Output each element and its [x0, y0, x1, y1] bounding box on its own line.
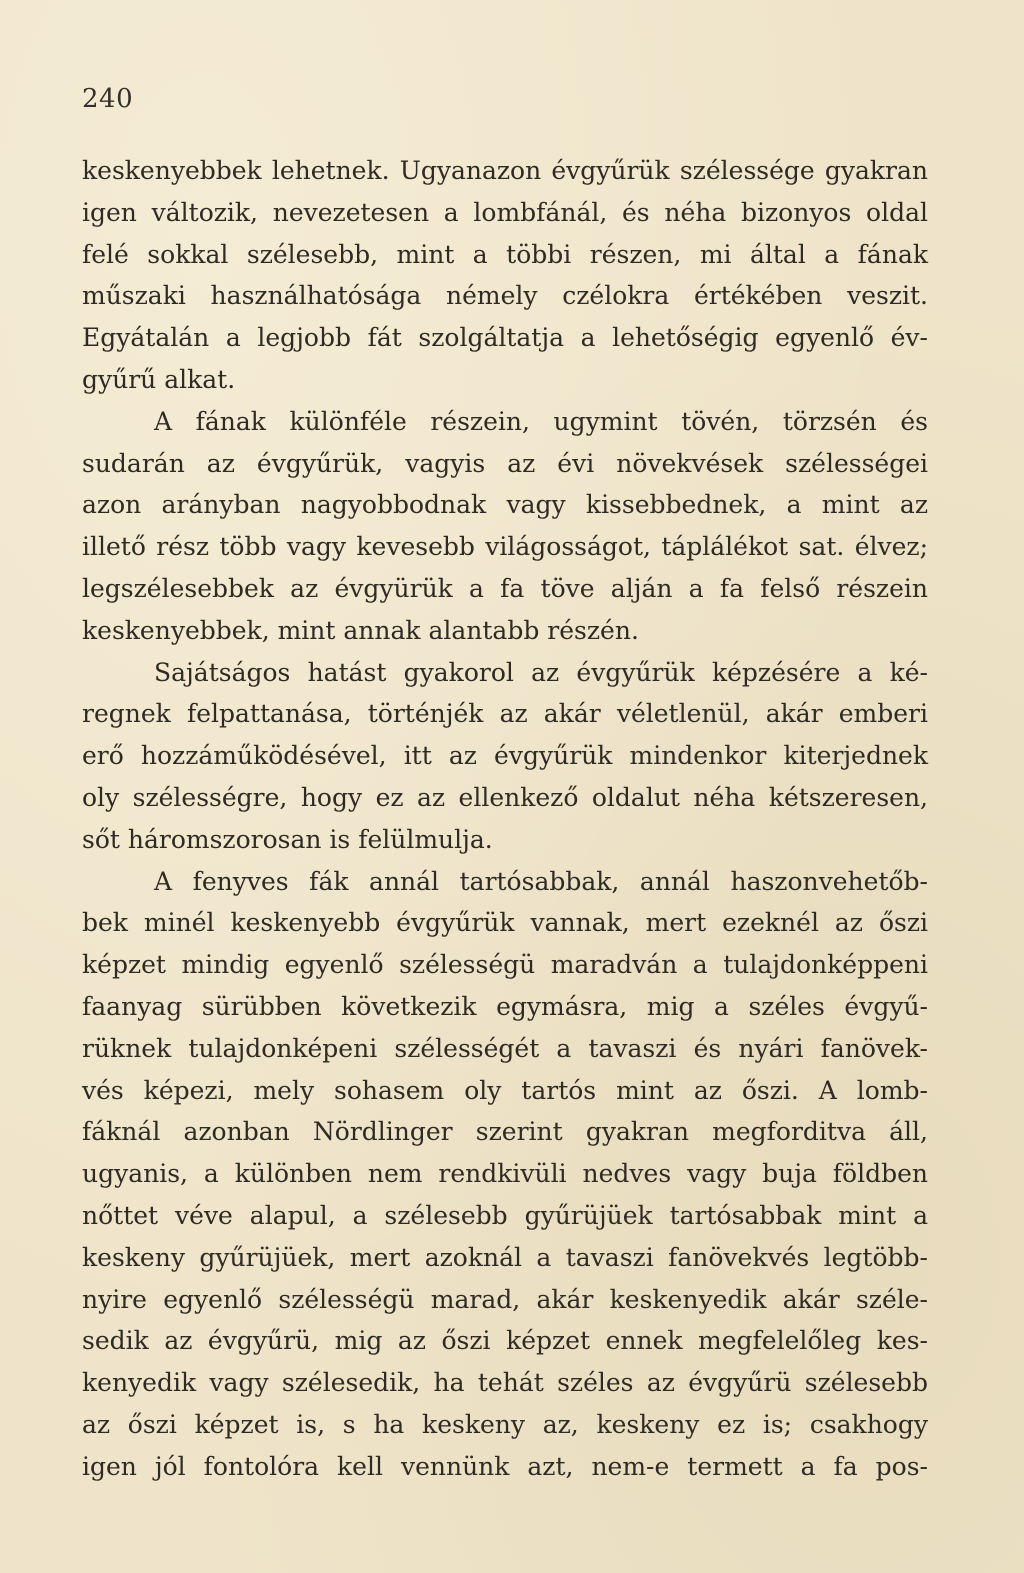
text-line: igen jól fontolóra kell vennünk azt, nem-e termett a fa pos-: [82, 1451, 928, 1481]
text-line: sudarán az évgyűrük, vagyis az évi növekvések szélességei: [82, 448, 928, 478]
page-number: 240: [82, 84, 134, 114]
text-line: gyűrű alkat.: [82, 364, 236, 394]
text-line: ugyanis, a különben nem rendkivüli nedves vagy buja földben: [82, 1159, 928, 1189]
text-line: regnek felpattanása, történjék az akár véletlenül, akár emberi: [82, 699, 928, 729]
text-line: nyire egyenlő szélességü marad, akár keskenyedik akár széle-: [82, 1284, 928, 1314]
text-line: A fenyves fák annál tartósabbak, annál haszonvehetőb-: [154, 866, 928, 896]
text-line: bek minél keskenyebb évgyűrük vannak, mert ezeknél az őszi: [82, 908, 928, 938]
text-line: Sajátságos hatást gyakorol az évgyűrük képzésére a ké-: [154, 657, 928, 687]
text-line: igen változik, nevezetesen a lombfánál, és néha bizonyos oldal: [82, 197, 928, 227]
text-line: kenyedik vagy szélesedik, ha tehát széles az évgyűrü szélesebb: [82, 1368, 928, 1398]
text-line: A fának különféle részein, ugymint tövén, törzsén és: [154, 406, 928, 436]
text-line: faanyag sürübben következik egymásra, mig a széles évgyű-: [82, 991, 928, 1021]
text-line: erő hozzáműködésével, itt az évgyűrük mindenkor kiterjednek: [82, 741, 928, 771]
text-line: azon arányban nagyobbodnak vagy kissebbednek, a mint az: [82, 490, 928, 520]
text-line: Egyátalán a legjobb fát szolgáltatja a lehetőségig egyenlő év-: [82, 323, 928, 353]
text-line: sedik az évgyűrü, mig az őszi képzet ennek megfelelőleg kes-: [82, 1326, 928, 1356]
text-line: műszaki használhatósága némely czélokra értékében veszit.: [82, 281, 928, 311]
body-text: [82, 150, 928, 1488]
text-line: keskenyebbek lehetnek. Ugyanazon évgyűrük szélessége gyakran: [82, 156, 928, 185]
text-line: legszélesebbek az évgyürük a fa töve alján a fa felső részein: [82, 573, 928, 603]
text-line: képzet mindig egyenlő szélességü maradván a tulajdonképpeni: [82, 950, 928, 980]
text-line: felé sokkal szélesebb, mint a többi részen, mi által a fának: [82, 239, 928, 269]
text-line: az őszi képzet is, s ha keskeny az, keskeny ez is; csakhogy: [82, 1409, 928, 1439]
text-line: rüknek tulajdonképeni szélességét a tavaszi és nyári fanövek-: [82, 1033, 928, 1063]
text-line: keskenyebbek, mint annak alantabb részén.: [82, 615, 639, 645]
text-line: illető rész több vagy kevesebb világosságot, táplálékot sat. élvez;: [82, 532, 928, 562]
text-line: nőttet véve alapul, a szélesebb gyűrüjüek tartósabbak mint a: [82, 1200, 928, 1230]
text-line: fáknál azonban Nördlinger szerint gyakran megforditva áll,: [82, 1117, 928, 1147]
text-line: oly szélességre, hogy ez az ellenkező oldalut néha kétszeresen,: [82, 782, 928, 812]
text-line: keskeny gyűrüjüek, mert azoknál a tavaszi fanövekvés legtöbb-: [82, 1242, 928, 1272]
text-line: sőt háromszorosan is felülmulja.: [82, 824, 493, 854]
text-line: vés képezi, mely sohasem oly tartós mint az őszi. A lomb-: [82, 1075, 928, 1105]
